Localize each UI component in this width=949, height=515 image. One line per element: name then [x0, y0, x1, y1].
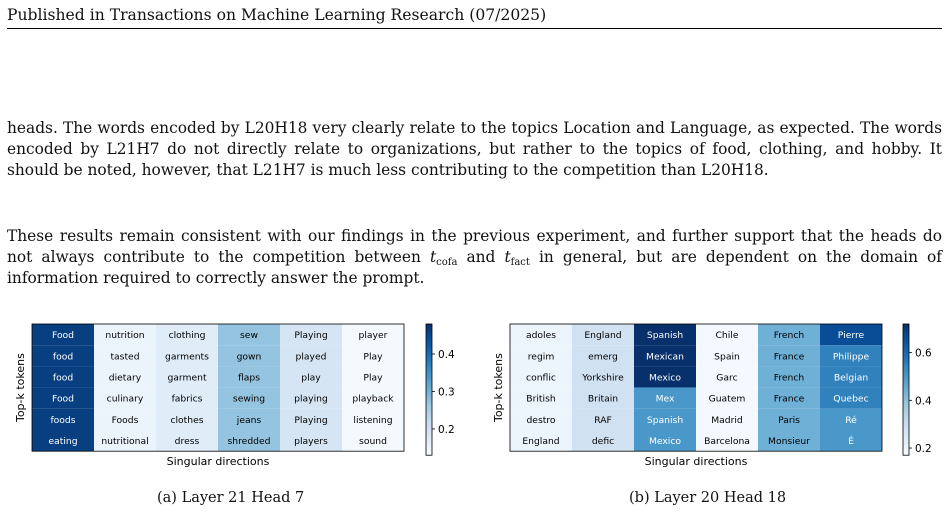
cell-token-label: nutrition: [105, 330, 145, 342]
cell-token-label: sew: [240, 330, 258, 342]
cell-token-label: Playing: [294, 414, 328, 426]
header-rule: [7, 28, 942, 29]
colorbar-tick-label: 0.3: [438, 386, 455, 399]
cell-token-label: emerg: [588, 351, 618, 363]
cell-token-label: player: [358, 330, 388, 342]
cell-token-label: Philippe: [832, 351, 870, 363]
cell-token-label: Madrid: [711, 414, 743, 426]
cell-token-label: Barcelona: [704, 436, 750, 448]
cell-token-label: Yorkshire: [582, 372, 624, 384]
t-cofa-symbol: t: [429, 247, 437, 266]
paragraph-2-text-start: These results remain consistent with our findings in the previous experiment, and further support that the heads do not always contribute to the competition between: [7, 227, 942, 266]
cell-token-label: Garc: [716, 372, 738, 384]
cell-token-label: French: [773, 372, 805, 384]
colorbar-tick-label: 0.6: [915, 347, 932, 360]
heatmap-cells: [510, 324, 882, 451]
cell-token-label: Food: [51, 393, 75, 405]
t-fact-symbol: t: [504, 247, 511, 266]
cell-token-label: playback: [352, 393, 394, 405]
x-axis-label: Singular directions: [644, 455, 748, 469]
cell-token-label: culinary: [106, 393, 144, 405]
heatmap-cells: [32, 324, 404, 451]
cell-token-label: fabrics: [171, 393, 203, 405]
x-axis-label: Singular directions: [166, 455, 270, 469]
cell-token-label: Paris: [778, 414, 800, 426]
cell-token-label: Chile: [715, 330, 739, 342]
cell-token-label: RAF: [594, 414, 612, 426]
cell-token-label: Spanish: [646, 414, 684, 426]
cell-token-label: England: [584, 330, 622, 342]
cell-token-label: Mexican: [646, 351, 684, 363]
figure-b: [490, 322, 945, 512]
cell-token-label: Pierre: [837, 330, 865, 342]
cell-token-label: Mex: [655, 393, 675, 405]
cell-token-label: defic: [591, 436, 615, 448]
paragraph-2-text-end: in general, but are dependent on the domain of information required to correctly answer the prompt.: [7, 247, 942, 287]
cell-token-label: Quebec: [833, 393, 869, 405]
cell-token-label: garment: [167, 372, 207, 384]
cell-token-label: sewing: [232, 393, 266, 405]
cell-token-label: Mexico: [648, 372, 682, 384]
cell-token-label: Play: [363, 351, 383, 363]
cell-token-label: England: [522, 436, 560, 448]
colorbar-tick-label: 0.4: [915, 395, 932, 408]
figure-a: [12, 322, 472, 512]
cell-token-label: flaps: [237, 372, 261, 384]
cell-token-label: dietary: [108, 372, 142, 384]
y-axis-label: Top-k tokens: [14, 353, 27, 423]
cell-token-label: Foods: [111, 414, 139, 426]
body-paragraph-1: heads. The words encoded by L20H18 very clearly relate to the topics Location and Language, as expected. The words encoded by L21H7 do not directly relate to organizations, but rather to the topics of food, clothing, and hobby. It should be noted, however, that L21H7 is much less contributing to the competition than L20H18.: [7, 119, 942, 179]
heatmap-layer21-head7: [12, 322, 472, 472]
cell-token-label: adoles: [525, 330, 557, 342]
cell-token-label: Food: [51, 330, 75, 342]
cell-token-label: play: [301, 372, 321, 384]
cell-token-label: regim: [527, 351, 555, 363]
and-word: and: [457, 247, 505, 266]
cell-token-label: France: [773, 351, 805, 363]
cell-token-label: nutritional: [101, 436, 149, 448]
cell-token-label: shredded: [227, 436, 271, 448]
cell-token-label: foods: [50, 414, 76, 426]
cell-token-label: Mexico: [648, 436, 682, 448]
cell-token-label: Play: [363, 372, 383, 384]
t-fact-subscript: fact: [510, 256, 530, 268]
cell-token-label: listening: [353, 414, 393, 426]
colorbar: [903, 324, 909, 455]
cell-token-label: tasted: [110, 351, 140, 363]
cell-token-label: gown: [236, 351, 262, 363]
cell-token-label: Britain: [587, 393, 619, 405]
colorbar-tick-label: 0.4: [438, 348, 455, 361]
cell-token-label: food: [52, 372, 74, 384]
cell-token-label: eating: [48, 436, 78, 448]
cell-token-label: Spanish: [646, 330, 684, 342]
cell-token-label: France: [773, 393, 805, 405]
caption-figure-b: (b) Layer 20 Head 18: [629, 490, 787, 506]
cell-token-label: Guatem: [708, 393, 746, 405]
body-paragraph-2: [7, 226, 942, 288]
cell-token-label: sound: [359, 436, 387, 448]
cell-token-label: British: [526, 393, 556, 405]
cell-token-label: garments: [165, 351, 209, 363]
cell-token-label: conflic: [526, 372, 556, 384]
cell-token-label: Belgian: [833, 372, 869, 384]
cell-token-label: Playing: [294, 330, 328, 342]
cell-token-label: É: [848, 436, 854, 448]
cell-token-label: playing: [294, 393, 328, 405]
cell-token-label: Spain: [714, 351, 740, 363]
cell-token-label: jeans: [236, 414, 262, 426]
cell-token-label: food: [52, 351, 74, 363]
cell-token-label: destro: [526, 414, 556, 426]
colorbar: [426, 324, 432, 455]
y-axis-label: Top-k tokens: [492, 353, 505, 423]
t-cofa-subscript: cofa: [436, 256, 458, 268]
colorbar-tick-label: 0.2: [438, 423, 455, 436]
cell-token-label: players: [294, 436, 328, 448]
caption-figure-a: (a) Layer 21 Head 7: [157, 490, 305, 506]
colorbar-tick-label: 0.2: [915, 443, 932, 456]
cell-token-label: played: [295, 351, 327, 363]
cell-token-label: clothing: [168, 330, 206, 342]
cell-token-label: clothes: [170, 414, 204, 426]
heatmap-layer20-head18: [490, 322, 945, 472]
cell-token-label: Monsieur: [768, 436, 810, 448]
cell-token-label: French: [773, 330, 805, 342]
cell-token-label: dress: [174, 436, 200, 448]
running-header: Published in Transactions on Machine Learning Research (07/2025): [7, 6, 547, 24]
cell-token-label: Ré: [845, 414, 857, 426]
